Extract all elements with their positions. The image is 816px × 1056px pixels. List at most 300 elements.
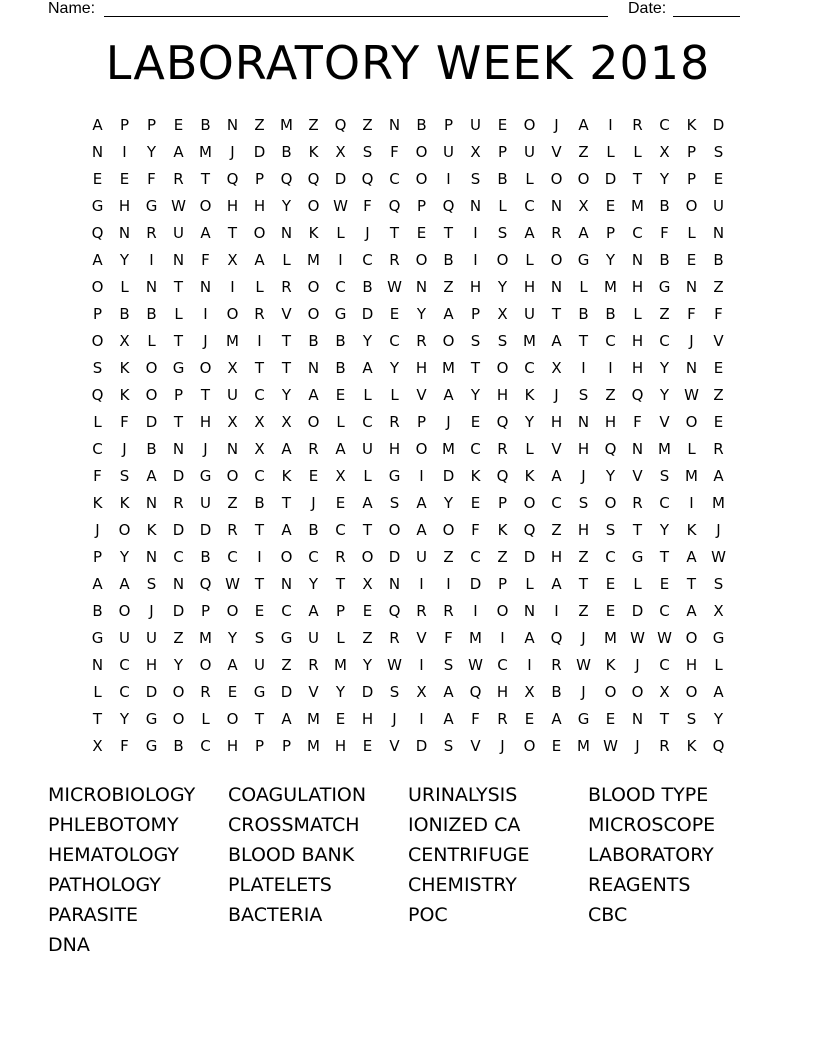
grid-letter[interactable]: H (685, 656, 698, 674)
grid-letter[interactable]: A (281, 440, 292, 458)
grid-letter[interactable]: A (443, 683, 454, 701)
grid-letter[interactable]: N (415, 278, 428, 296)
grid-letter[interactable]: T (173, 413, 184, 431)
grid-letter[interactable]: X (227, 359, 238, 377)
grid-letter[interactable]: T (173, 278, 184, 296)
grid-letter[interactable]: B (335, 332, 346, 350)
grid-letter[interactable]: T (227, 224, 238, 242)
grid-letter[interactable]: D (145, 413, 158, 431)
grid-letter[interactable]: D (145, 683, 158, 701)
grid-letter[interactable]: C (524, 197, 535, 215)
grid-letter[interactable]: I (689, 494, 694, 512)
grid-letter[interactable]: Q (388, 197, 401, 215)
grid-letter[interactable]: C (605, 332, 616, 350)
grid-letter[interactable]: J (122, 440, 127, 458)
grid-letter[interactable]: V (308, 683, 319, 701)
grid-letter[interactable]: R (632, 116, 643, 134)
grid-letter[interactable]: Z (578, 602, 589, 620)
grid-letter[interactable]: Z (227, 494, 238, 512)
grid-letter[interactable]: T (362, 521, 373, 539)
grid-letter[interactable]: M (307, 710, 320, 728)
grid-letter[interactable]: C (335, 521, 346, 539)
grid-letter[interactable]: O (199, 197, 212, 215)
grid-letter[interactable]: A (551, 332, 562, 350)
grid-letter[interactable]: D (172, 602, 185, 620)
grid-letter[interactable]: Q (496, 413, 509, 431)
grid-letter[interactable]: X (227, 413, 238, 431)
grid-letter[interactable]: T (281, 494, 292, 512)
grid-letter[interactable]: H (523, 278, 536, 296)
grid-letter[interactable]: L (606, 143, 615, 161)
grid-letter[interactable]: T (470, 359, 481, 377)
grid-letter[interactable]: G (388, 467, 401, 485)
grid-letter[interactable]: Q (334, 116, 347, 134)
grid-letter[interactable]: X (227, 251, 238, 269)
grid-letter[interactable]: O (496, 251, 509, 269)
grid-letter[interactable]: K (92, 494, 103, 512)
grid-letter[interactable]: W (630, 629, 645, 647)
grid-letter[interactable]: J (554, 386, 559, 404)
grid-letter[interactable]: K (686, 737, 697, 755)
grid-letter[interactable]: O (307, 278, 320, 296)
grid-letter[interactable]: H (361, 710, 374, 728)
grid-letter[interactable]: X (578, 197, 589, 215)
grid-letter[interactable]: D (280, 683, 293, 701)
grid-letter[interactable]: I (446, 575, 451, 593)
grid-letter[interactable]: T (578, 332, 589, 350)
grid-letter[interactable]: G (199, 467, 212, 485)
grid-letter[interactable]: X (497, 305, 508, 323)
grid-letter[interactable]: W (576, 656, 591, 674)
grid-letter[interactable]: P (605, 224, 616, 242)
grid-letter[interactable]: I (473, 224, 478, 242)
grid-letter[interactable]: U (146, 629, 157, 647)
grid-letter[interactable]: A (173, 143, 184, 161)
grid-letter[interactable]: M (442, 440, 455, 458)
grid-letter[interactable]: Y (659, 521, 670, 539)
grid-letter[interactable]: J (365, 224, 370, 242)
grid-letter[interactable]: H (226, 737, 239, 755)
grid-letter[interactable]: Z (497, 548, 508, 566)
grid-letter[interactable]: B (308, 521, 319, 539)
grid-letter[interactable]: I (257, 332, 262, 350)
grid-letter[interactable]: P (335, 602, 346, 620)
grid-letter[interactable]: H (631, 278, 644, 296)
grid-letter[interactable]: G (712, 629, 725, 647)
grid-letter[interactable]: U (200, 494, 211, 512)
grid-letter[interactable]: I (473, 602, 478, 620)
grid-letter[interactable]: Q (550, 629, 563, 647)
grid-letter[interactable]: Y (119, 710, 130, 728)
grid-letter[interactable]: R (335, 548, 346, 566)
grid-letter[interactable]: L (525, 170, 534, 188)
grid-letter[interactable]: J (581, 683, 586, 701)
grid-letter[interactable]: N (226, 116, 239, 134)
grid-letter[interactable]: M (469, 629, 482, 647)
grid-letter[interactable]: N (388, 575, 401, 593)
grid-letter[interactable]: V (713, 332, 724, 350)
grid-letter[interactable]: J (581, 467, 586, 485)
grid-letter[interactable]: C (659, 602, 670, 620)
grid-letter[interactable]: R (497, 710, 508, 728)
grid-letter[interactable]: N (469, 197, 482, 215)
grid-letter[interactable]: J (500, 737, 505, 755)
grid-letter[interactable]: F (471, 710, 480, 728)
grid-letter[interactable]: O (442, 332, 455, 350)
grid-letter[interactable]: N (91, 143, 104, 161)
grid-letter[interactable]: H (604, 413, 617, 431)
grid-letter[interactable]: J (635, 737, 640, 755)
grid-letter[interactable]: F (687, 305, 696, 323)
grid-letter[interactable]: B (92, 602, 103, 620)
grid-letter[interactable]: Q (469, 683, 482, 701)
grid-letter[interactable]: M (307, 737, 320, 755)
grid-letter[interactable]: I (257, 548, 262, 566)
grid-letter[interactable]: S (497, 332, 508, 350)
grid-letter[interactable]: C (362, 413, 373, 431)
grid-letter[interactable]: D (523, 548, 536, 566)
name-line[interactable] (104, 16, 608, 17)
grid-letter[interactable]: C (605, 548, 616, 566)
grid-letter[interactable]: E (308, 467, 319, 485)
grid-letter[interactable]: K (686, 521, 697, 539)
grid-letter[interactable]: Y (497, 278, 508, 296)
grid-letter[interactable]: Z (362, 116, 373, 134)
grid-letter[interactable]: Y (659, 170, 670, 188)
grid-letter[interactable]: P (686, 170, 697, 188)
grid-letter[interactable]: I (554, 602, 559, 620)
grid-letter[interactable]: C (524, 359, 535, 377)
grid-letter[interactable]: U (362, 440, 373, 458)
grid-letter[interactable]: Y (362, 656, 373, 674)
grid-letter[interactable]: N (685, 359, 698, 377)
grid-letter[interactable]: C (335, 278, 346, 296)
grid-letter[interactable]: A (443, 305, 454, 323)
grid-letter[interactable]: Q (523, 521, 536, 539)
grid-letter[interactable]: J (230, 143, 235, 161)
grid-letter[interactable]: L (633, 305, 642, 323)
grid-letter[interactable]: B (551, 683, 562, 701)
grid-letter[interactable]: X (281, 413, 292, 431)
grid-letter[interactable]: P (416, 197, 427, 215)
grid-letter[interactable]: E (686, 251, 697, 269)
grid-letter[interactable]: O (280, 548, 293, 566)
grid-letter[interactable]: X (119, 332, 130, 350)
grid-letter[interactable]: A (551, 467, 562, 485)
grid-letter[interactable]: C (659, 116, 670, 134)
grid-letter[interactable]: H (550, 413, 563, 431)
grid-letter[interactable]: B (362, 278, 373, 296)
grid-letter[interactable]: E (659, 575, 670, 593)
grid-letter[interactable]: Y (335, 683, 346, 701)
grid-letter[interactable]: Z (443, 548, 454, 566)
grid-letter[interactable]: A (146, 467, 157, 485)
grid-letter[interactable]: T (254, 359, 265, 377)
grid-letter[interactable]: N (631, 440, 644, 458)
grid-letter[interactable]: M (631, 197, 644, 215)
grid-letter[interactable]: A (551, 710, 562, 728)
grid-letter[interactable]: V (632, 467, 643, 485)
grid-letter[interactable]: R (227, 521, 238, 539)
grid-letter[interactable]: D (361, 683, 374, 701)
grid-letter[interactable]: A (578, 116, 589, 134)
grid-letter[interactable]: N (145, 548, 158, 566)
grid-letter[interactable]: W (333, 197, 348, 215)
grid-letter[interactable]: Z (443, 278, 454, 296)
grid-letter[interactable]: T (200, 386, 211, 404)
grid-letter[interactable]: M (685, 467, 698, 485)
grid-letter[interactable]: Z (173, 629, 184, 647)
grid-letter[interactable]: P (443, 116, 454, 134)
grid-letter[interactable]: S (713, 143, 724, 161)
grid-letter[interactable]: P (119, 116, 130, 134)
grid-letter[interactable]: S (443, 737, 454, 755)
grid-letter[interactable]: K (605, 656, 616, 674)
grid-letter[interactable]: X (335, 467, 346, 485)
grid-letter[interactable]: B (281, 143, 292, 161)
grid-letter[interactable]: O (361, 548, 374, 566)
grid-letter[interactable]: O (442, 521, 455, 539)
grid-letter[interactable]: C (659, 656, 670, 674)
grid-letter[interactable]: R (443, 602, 454, 620)
grid-letter[interactable]: T (578, 575, 589, 593)
grid-letter[interactable]: H (388, 440, 401, 458)
grid-letter[interactable]: Q (442, 197, 455, 215)
grid-letter[interactable]: O (523, 116, 536, 134)
grid-letter[interactable]: Y (362, 332, 373, 350)
grid-letter[interactable]: A (308, 386, 319, 404)
grid-letter[interactable]: M (307, 251, 320, 269)
grid-letter[interactable]: S (605, 521, 616, 539)
grid-letter[interactable]: A (362, 359, 373, 377)
grid-letter[interactable]: M (658, 440, 671, 458)
grid-letter[interactable]: W (225, 575, 240, 593)
grid-letter[interactable]: C (119, 656, 130, 674)
grid-letter[interactable]: C (281, 602, 292, 620)
grid-letter[interactable]: E (713, 359, 724, 377)
grid-letter[interactable]: Y (443, 494, 454, 512)
grid-letter[interactable]: D (172, 467, 185, 485)
grid-letter[interactable]: R (632, 494, 643, 512)
grid-letter[interactable]: X (92, 737, 103, 755)
grid-letter[interactable]: E (470, 413, 481, 431)
grid-letter[interactable]: T (173, 332, 184, 350)
grid-letter[interactable]: S (389, 683, 400, 701)
grid-letter[interactable]: A (335, 440, 346, 458)
grid-letter[interactable]: I (122, 143, 127, 161)
grid-letter[interactable]: L (336, 629, 345, 647)
grid-letter[interactable]: J (311, 494, 316, 512)
grid-letter[interactable]: O (604, 494, 617, 512)
grid-letter[interactable]: H (577, 521, 590, 539)
grid-letter[interactable]: J (581, 629, 586, 647)
grid-letter[interactable]: D (631, 602, 644, 620)
grid-letter[interactable]: A (92, 251, 103, 269)
grid-letter[interactable]: G (577, 710, 590, 728)
grid-letter[interactable]: B (335, 359, 346, 377)
grid-letter[interactable]: Y (713, 710, 724, 728)
grid-letter[interactable]: C (389, 332, 400, 350)
grid-letter[interactable]: U (227, 386, 238, 404)
grid-letter[interactable]: B (443, 251, 454, 269)
grid-letter[interactable]: A (443, 710, 454, 728)
grid-letter[interactable]: M (280, 116, 293, 134)
grid-letter[interactable]: I (581, 359, 586, 377)
grid-letter[interactable]: X (362, 575, 373, 593)
grid-letter[interactable]: L (93, 683, 102, 701)
grid-letter[interactable]: J (149, 602, 154, 620)
grid-letter[interactable]: U (713, 197, 724, 215)
grid-letter[interactable]: T (254, 521, 265, 539)
grid-letter[interactable]: O (91, 278, 104, 296)
grid-letter[interactable]: M (604, 629, 617, 647)
grid-letter[interactable]: M (523, 332, 536, 350)
grid-letter[interactable]: D (604, 170, 617, 188)
grid-letter[interactable]: P (92, 548, 103, 566)
grid-letter[interactable]: A (416, 521, 427, 539)
grid-letter[interactable]: S (443, 656, 454, 674)
grid-letter[interactable]: R (146, 224, 157, 242)
grid-letter[interactable]: O (226, 710, 239, 728)
grid-letter[interactable]: P (254, 170, 265, 188)
grid-letter[interactable]: Q (199, 575, 212, 593)
grid-letter[interactable]: E (713, 170, 724, 188)
grid-letter[interactable]: V (551, 440, 562, 458)
grid-letter[interactable]: B (200, 548, 211, 566)
grid-letter[interactable]: Z (254, 116, 265, 134)
grid-letter[interactable]: H (631, 359, 644, 377)
grid-letter[interactable]: O (226, 602, 239, 620)
grid-letter[interactable]: F (147, 170, 156, 188)
grid-letter[interactable]: O (523, 737, 536, 755)
grid-letter[interactable]: P (497, 494, 508, 512)
grid-letter[interactable]: D (388, 548, 401, 566)
grid-letter[interactable]: E (335, 710, 346, 728)
grid-letter[interactable]: N (91, 656, 104, 674)
grid-letter[interactable]: O (253, 224, 266, 242)
grid-letter[interactable]: O (415, 440, 428, 458)
grid-letter[interactable]: O (415, 251, 428, 269)
grid-letter[interactable]: V (281, 305, 292, 323)
grid-letter[interactable]: T (281, 359, 292, 377)
grid-letter[interactable]: S (362, 143, 373, 161)
grid-letter[interactable]: G (91, 629, 104, 647)
grid-letter[interactable]: N (145, 494, 158, 512)
grid-letter[interactable]: G (631, 548, 644, 566)
grid-letter[interactable]: D (334, 170, 347, 188)
grid-letter[interactable]: R (254, 305, 265, 323)
grid-letter[interactable]: P (470, 305, 481, 323)
grid-letter[interactable]: I (608, 116, 613, 134)
grid-letter[interactable]: N (550, 197, 563, 215)
grid-letter[interactable]: M (442, 359, 455, 377)
grid-letter[interactable]: P (200, 602, 211, 620)
grid-letter[interactable]: U (524, 305, 535, 323)
grid-letter[interactable]: J (554, 116, 559, 134)
grid-letter[interactable]: A (119, 575, 130, 593)
grid-letter[interactable]: W (603, 737, 618, 755)
grid-letter[interactable]: X (659, 143, 670, 161)
grid-letter[interactable]: F (444, 629, 453, 647)
grid-letter[interactable]: I (419, 656, 424, 674)
grid-letter[interactable]: X (335, 143, 346, 161)
grid-letter[interactable]: N (172, 251, 185, 269)
grid-letter[interactable]: S (254, 629, 265, 647)
grid-letter[interactable]: Y (119, 251, 130, 269)
grid-letter[interactable]: W (387, 656, 402, 674)
grid-letter[interactable]: H (199, 413, 212, 431)
grid-letter[interactable]: V (416, 629, 427, 647)
grid-letter[interactable]: Y (173, 656, 184, 674)
grid-letter[interactable]: Z (551, 521, 562, 539)
grid-letter[interactable]: N (199, 278, 212, 296)
grid-letter[interactable]: N (172, 575, 185, 593)
grid-letter[interactable]: H (496, 386, 509, 404)
grid-letter[interactable]: R (389, 413, 400, 431)
grid-letter[interactable]: L (390, 386, 399, 404)
grid-letter[interactable]: P (497, 143, 508, 161)
grid-letter[interactable]: X (254, 440, 265, 458)
grid-letter[interactable]: I (419, 710, 424, 728)
grid-letter[interactable]: L (336, 413, 345, 431)
grid-letter[interactable]: Z (578, 143, 589, 161)
grid-letter[interactable]: C (119, 683, 130, 701)
grid-letter[interactable]: U (443, 143, 454, 161)
grid-letter[interactable]: G (658, 278, 671, 296)
grid-letter[interactable]: W (684, 386, 699, 404)
grid-letter[interactable]: R (173, 170, 184, 188)
grid-letter[interactable]: J (203, 440, 208, 458)
grid-letter[interactable]: C (308, 548, 319, 566)
grid-letter[interactable]: E (605, 602, 616, 620)
grid-letter[interactable]: G (253, 683, 266, 701)
grid-letter[interactable]: L (147, 332, 156, 350)
grid-letter[interactable]: O (226, 467, 239, 485)
grid-letter[interactable]: O (199, 656, 212, 674)
grid-letter[interactable]: R (416, 602, 427, 620)
grid-letter[interactable]: B (497, 170, 508, 188)
date-line[interactable] (673, 16, 740, 17)
grid-letter[interactable]: B (659, 197, 670, 215)
grid-letter[interactable]: C (254, 467, 265, 485)
grid-letter[interactable]: J (635, 656, 640, 674)
grid-letter[interactable]: O (145, 386, 158, 404)
grid-letter[interactable]: V (659, 413, 670, 431)
grid-letter[interactable]: L (363, 467, 372, 485)
grid-letter[interactable]: T (551, 305, 562, 323)
grid-letter[interactable]: X (416, 683, 427, 701)
grid-letter[interactable]: L (633, 143, 642, 161)
grid-letter[interactable]: Z (362, 629, 373, 647)
grid-letter[interactable]: I (203, 305, 208, 323)
grid-letter[interactable]: C (254, 386, 265, 404)
grid-letter[interactable]: H (631, 332, 644, 350)
grid-letter[interactable]: Z (713, 386, 724, 404)
grid-letter[interactable]: S (578, 386, 589, 404)
grid-letter[interactable]: N (388, 116, 401, 134)
grid-letter[interactable]: C (551, 494, 562, 512)
grid-letter[interactable]: H (226, 197, 239, 215)
grid-letter[interactable]: T (200, 170, 211, 188)
grid-letter[interactable]: T (443, 224, 454, 242)
grid-letter[interactable]: Y (281, 197, 292, 215)
grid-letter[interactable]: R (659, 737, 670, 755)
grid-letter[interactable]: S (713, 575, 724, 593)
grid-letter[interactable]: F (120, 413, 129, 431)
grid-letter[interactable]: R (416, 332, 427, 350)
grid-letter[interactable]: W (657, 629, 672, 647)
grid-letter[interactable]: F (93, 467, 102, 485)
